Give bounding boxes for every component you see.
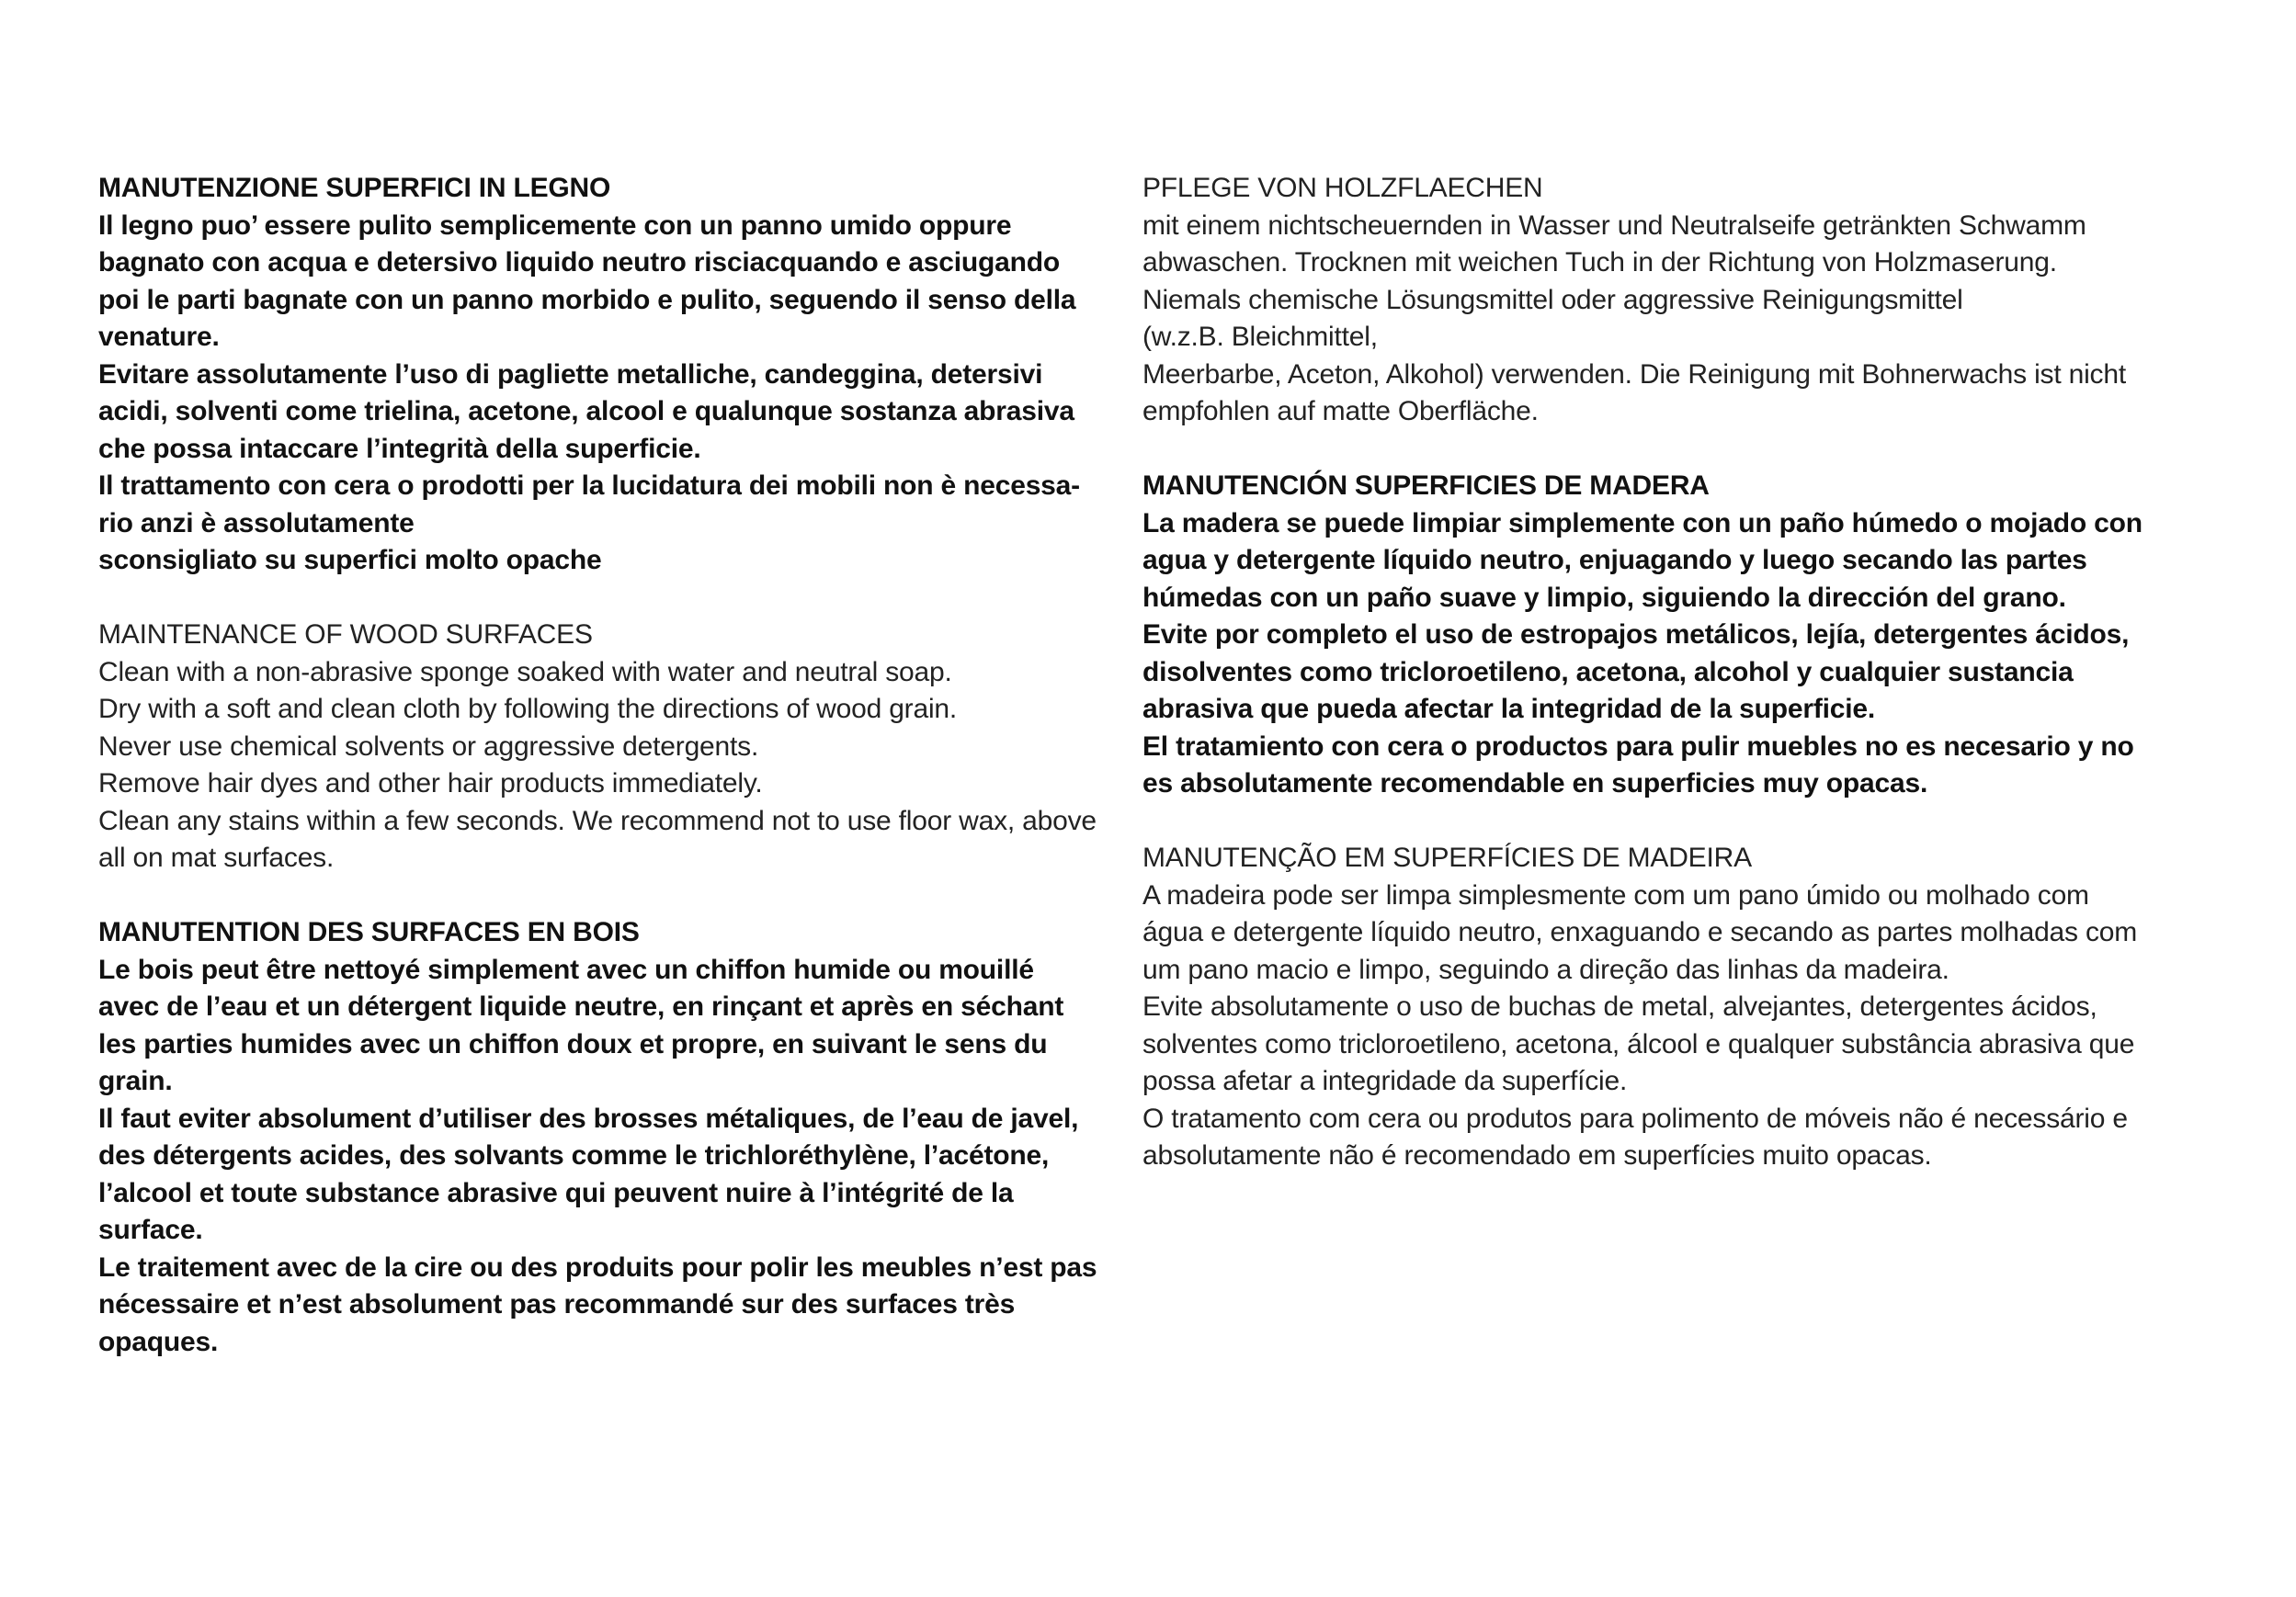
text-line: rio anzi è assolutamente bbox=[98, 507, 415, 538]
text-line: (w.z.B. Bleichmittel, bbox=[1142, 322, 1378, 352]
section-title-italian: MANUTENZIONE SUPERFICI IN LEGNO bbox=[98, 173, 611, 203]
text-line: l’alcool et toute substance abrasive qui peuvent nuire à l’intégrité de la bbox=[98, 1177, 1014, 1208]
section-title-german: PFLEGE VON HOLZFLAECHEN bbox=[1142, 173, 1543, 203]
text-line: acidi, solventi come trielina, acetone, alcool e qualunque sostanza abrasiva bbox=[98, 396, 1074, 426]
text-line: mit einem nichtscheuernden in Wasser und Neutralseife getränkten Schwamm bbox=[1142, 210, 2086, 241]
section-italian bbox=[98, 170, 1123, 580]
text-line: Le bois peut être nettoyé simplement avec un chiffon humide ou mouillé bbox=[98, 954, 1034, 985]
section-french bbox=[98, 914, 1123, 1361]
text-line: es absolutamente recomendable en superficies muy opacas. bbox=[1142, 768, 1928, 798]
text-line: Il trattamento con cera o prodotti per la lucidatura dei mobili non è necessa- bbox=[98, 470, 1080, 501]
text-line: agua y detergente líquido neutro, enjuagando y luego secando las partes bbox=[1142, 545, 2087, 575]
text-line: absolutamente não é recomendado em superfícies muito opacas. bbox=[1142, 1140, 1932, 1171]
text-line: nécessaire et n’est absolument pas recommandé sur des surfaces très bbox=[98, 1289, 1016, 1320]
text-line: La madera se puede limpiar simplemente con un paño húmedo o mojado con bbox=[1142, 507, 2143, 538]
text-line: Evite absolutamente o uso de buchas de metal, alvejantes, detergentes ácidos, bbox=[1142, 991, 2097, 1022]
text-line: che possa intaccare l’integrità della superficie. bbox=[98, 433, 701, 464]
right-column bbox=[1142, 170, 2204, 1175]
text-line: venature. bbox=[98, 322, 220, 352]
text-line: abwaschen. Trocknen mit weichen Tuch in der Richtung von Holzmaserung. bbox=[1142, 247, 2057, 277]
text-line: surface. bbox=[98, 1215, 203, 1245]
text-line: grain. bbox=[98, 1066, 173, 1096]
text-line: les parties humides avec un chiffon doux et propre, en suivant le sens du bbox=[98, 1028, 1048, 1059]
text-line: Never use chemical solvents or aggressive detergents. bbox=[98, 731, 759, 762]
text-line: Evite por completo el uso de estropajos metálicos, lejía, detergentes ácidos, bbox=[1142, 619, 2130, 650]
section-title-portuguese: MANUTENÇÃO EM SUPERFÍCIES DE MADEIRA bbox=[1142, 843, 1752, 873]
text-line: Meerbarbe, Aceton, Alkohol) verwenden. Die Reinigung mit Bohnerwachs ist nicht bbox=[1142, 358, 2126, 390]
section-english bbox=[98, 617, 1123, 878]
text-line: sconsigliato su superfici molto opache bbox=[98, 545, 602, 575]
text-line: O tratamento com cera ou produtos para polimento de móveis não é necessário e bbox=[1142, 1103, 2128, 1134]
text-line: Il legno puo’ essere pulito semplicemente con un panno umido oppure bbox=[98, 210, 1012, 241]
section-spanish bbox=[1142, 468, 2204, 803]
section-title-french: MANUTENTION DES SURFACES EN BOIS bbox=[98, 917, 640, 947]
text-line: Dry with a soft and clean cloth by following the directions of wood grain. bbox=[98, 694, 958, 724]
text-line: solventes como tricloroetileno, acetona, álcool e qualquer substância abrasiva que bbox=[1142, 1028, 2135, 1059]
section-title-spanish: MANUTENCIÓN SUPERFICIES DE MADERA bbox=[1142, 470, 1710, 501]
text-line: avec de l’eau et un détergent liquide neutre, en rinçant et après en séchant bbox=[98, 991, 1064, 1022]
section-german bbox=[1142, 170, 2204, 431]
text-line: Il faut eviter absolument d’utiliser des brosses métaliques, de l’eau de javel, bbox=[98, 1103, 1079, 1134]
text-line: El tratamiento con cera o productos para pulir muebles no es necesario y no bbox=[1142, 731, 2134, 762]
text-line: possa afetar a integridade da superfície. bbox=[1142, 1066, 1628, 1096]
text-line: um pano macio e limpo, seguindo a direção das linhas da madeira. bbox=[1142, 954, 1949, 985]
text-line: Niemals chemische Lösungsmittel oder aggressive Reinigungsmittel bbox=[1142, 284, 1963, 315]
text-line: Evitare assolutamente l’uso di pagliette metalliche, candeggina, detersivi bbox=[98, 358, 1043, 390]
text-line: húmedas con un paño suave y limpio, siguiendo la dirección del grano. bbox=[1142, 582, 2066, 613]
text-line: abrasiva que pueda afectar la integridad de la superficie. bbox=[1142, 694, 1876, 724]
text-line: empfohlen auf matte Oberfläche. bbox=[1142, 396, 1539, 426]
text-line: des détergents acides, des solvants comme le trichloréthylène, l’acétone, bbox=[98, 1140, 1050, 1171]
text-line: poi le parti bagnate con un panno morbido e pulito, seguendo il senso della bbox=[98, 284, 1076, 315]
text-line: disolventes como tricloroetileno, acetona, alcohol y cualquier sustancia bbox=[1142, 656, 2074, 687]
left-column bbox=[98, 170, 1123, 1361]
section-portuguese bbox=[1142, 840, 2204, 1175]
section-title-english: MAINTENANCE OF WOOD SURFACES bbox=[98, 619, 593, 650]
text-line: opaques. bbox=[98, 1326, 219, 1357]
text-line: Clean any stains within a few seconds. We recommend not to use floor wax, above bbox=[98, 805, 1097, 836]
text-line: Clean with a non-abrasive sponge soaked with water and neutral soap. bbox=[98, 656, 952, 687]
text-line: all on mat surfaces. bbox=[98, 843, 335, 873]
text-line: bagnato con acqua e detersivo liquido neutro risciacquando e asciugando bbox=[98, 247, 1060, 277]
text-line: Le traitement avec de la cire ou des produits pour polir les meubles n’est pas bbox=[98, 1252, 1097, 1283]
text-line: A madeira pode ser limpa simplesmente com um pano úmido ou molhado com bbox=[1142, 879, 2089, 911]
text-line: água e detergente líquido neutro, enxaguando e secando as partes molhadas com bbox=[1142, 917, 2138, 947]
text-line: Remove hair dyes and other hair products immediately. bbox=[98, 768, 763, 798]
